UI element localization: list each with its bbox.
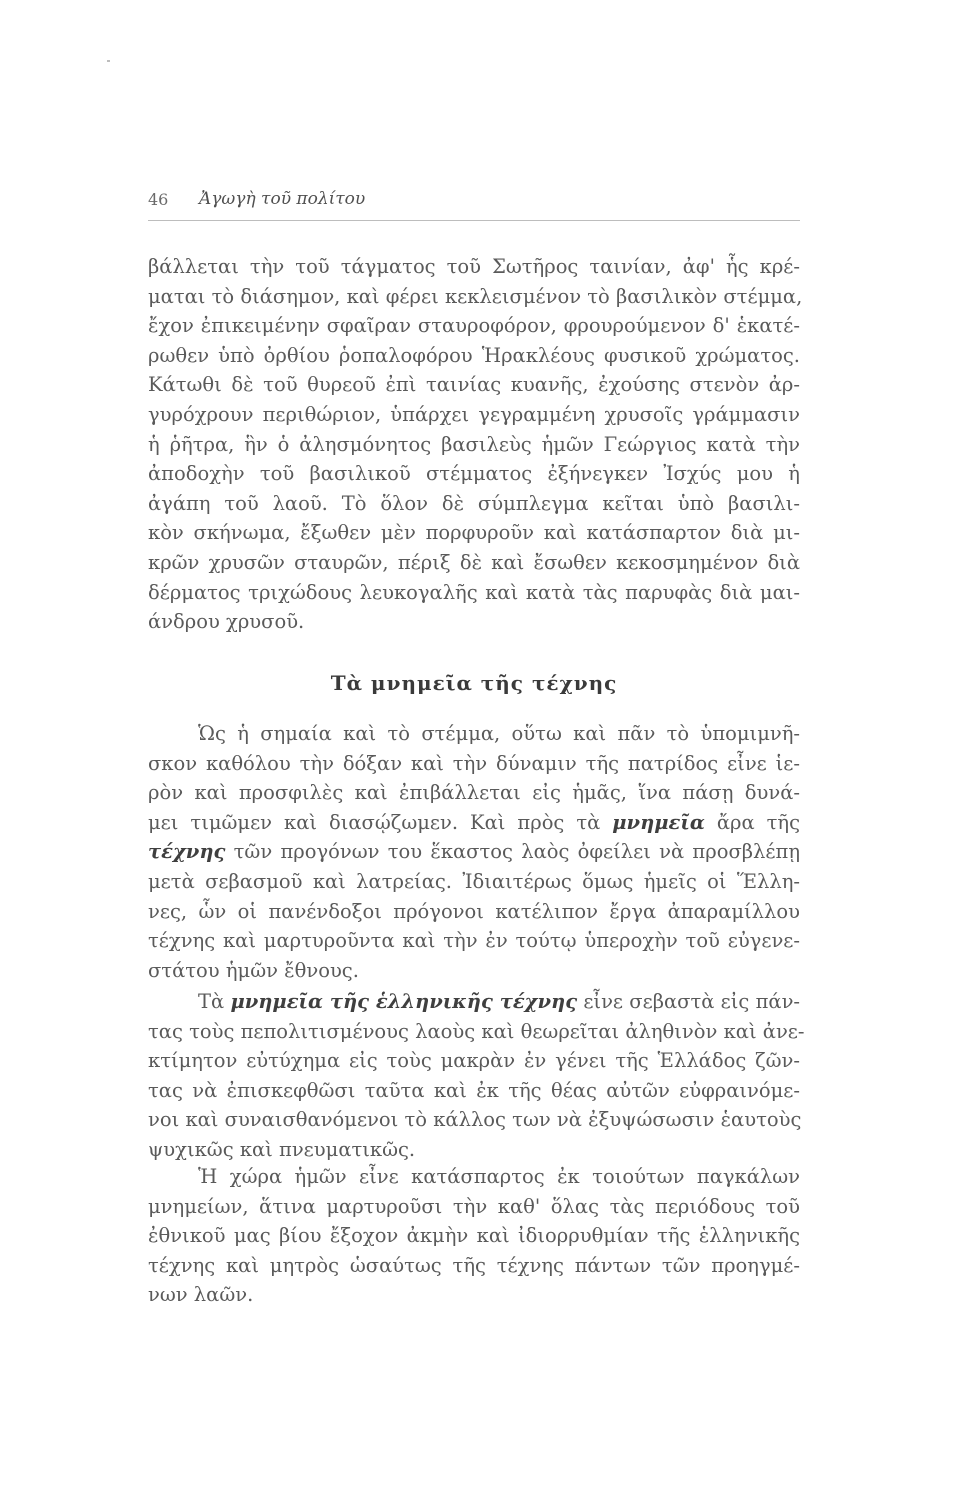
text-segment: εἶνε σεβαστὰ εἰς πάν- [577, 990, 801, 1013]
text-line: κὸν σκήνωμα, ἔξωθεν μὲν πορφυροῦν καὶ κατάσπαρτον διὰ μι- [148, 521, 800, 545]
text-line: δέρματος τριχώδους λευκογαλῆς καὶ κατὰ τὰς παρυφὰς διὰ μαι- [148, 580, 800, 604]
text-line: ἔχον ἐπικειμένην σφαῖραν σταυροφόρον, φρουρούμενον δ' ἑκατέ- [148, 314, 800, 338]
paragraph-country-monuments [148, 1162, 800, 1310]
text-line: τας τοὺς πεπολιτισμένους λαοὺς καὶ θεωρεῖται ἀληθινὸν καὶ ἀνε- [148, 1019, 805, 1043]
text-line: τέχνης καὶ μαρτυροῦντα καὶ τὴν ἐν τούτῳ ὑπεροχὴν τοῦ εὐγενε- [148, 929, 800, 953]
stray-ink-mark [107, 60, 110, 62]
text-line: κτίμητον εὐτύχημα εἰς τοὺς μακρὰν ἐν γένει τῆς Ἑλλάδος ζῶν- [148, 1049, 800, 1073]
page-number: 46 [148, 190, 169, 209]
text-line: άνδρου χρυσοῦ. [148, 610, 305, 634]
paragraph-crown-description [148, 252, 803, 637]
emphasis-text: τέχνης [148, 840, 226, 864]
text-line: νοι καὶ συναισθανόμενοι τὸ κάλλος των νὰ ἐξυψώσωσιν ἑαυτοὺς [148, 1108, 802, 1132]
text-line: κρῶν χρυσῶν σταυρῶν, πέριξ δὲ καὶ ἔσωθεν κεκοσμημένον διὰ [148, 550, 800, 574]
text-line: Ὡς ἡ σημαία καὶ τὸ στέμμα, οὕτω καὶ πᾶν τὸ ὑπομιμνῆ- [198, 722, 800, 745]
text-line: στάτου ἡμῶν ἔθνους. [148, 958, 359, 982]
emphasis-text: μνημεῖα τῆς ἑλληνικῆς τέχνης [230, 990, 578, 1013]
text-line: μαται τὸ διάσημον, καὶ φέρει κεκλεισμένον τὸ βασιλικὸν στέμμα, [148, 284, 803, 308]
text-line: ἀποδοχὴν τοῦ βασιλικοῦ στέμματος ἐξήνεγκεν Ἰσχύς μου ἡ [148, 462, 800, 486]
text-line: ψυχικῶς καὶ πνευματικῶς. [148, 1137, 416, 1161]
text-line: βάλλεται τὴν τοῦ τάγματος τοῦ Σωτῆρος ταινίαν, ἀφ' ἧς κρέ- [148, 255, 800, 278]
text-line: ἡ ῥῆτρα, ἣν ὁ ἀλησμόνητος βασιλεὺς ἡμῶν Γεώργιος κατὰ τὴν [148, 432, 800, 456]
text-line: γυρόχρουν περιθώριον, ὑπάρχει γεγραμμένη χρυσοῖς γράμμασιν [148, 402, 800, 426]
text-line: τέχνης καὶ μητρὸς ὡσαύτως τῆς τέχνης πάντων τῶν προηγμέ- [148, 1253, 800, 1277]
text-line: ρωθεν ὑπὸ ὀρθίου ῥοπαλοφόρου Ἡρακλέους φυσικοῦ χρώματος. [148, 343, 800, 367]
running-header [148, 190, 800, 221]
text-line: Κάτωθι δὲ τοῦ θυρεοῦ ἐπὶ ταινίας κυανῆς, ἐχούσης στενὸν ἀρ- [148, 373, 800, 397]
paragraph-greek-art [148, 987, 805, 1165]
text-line: νες, ὧν οἱ πανένδοξοι πρόγονοι κατέλιπον ἔργα ἀπαραμίλλου [148, 899, 800, 923]
text-line: Ἡ χώρα ἡμῶν εἶνε κατάσπαρτος ἐκ τοιούτων παγκάλων [198, 1165, 800, 1188]
text-segment: Τὰ [198, 990, 231, 1013]
text-line: μνημείων, ἅτινα μαρτυροῦσι τὴν καθ' ὅλας τὰς περιόδους τοῦ [148, 1194, 800, 1218]
text-line: ἀγάπη τοῦ λαοῦ. Τὸ ὅλον δὲ σύμπλεγμα κεῖται ὑπὸ βασιλι- [148, 491, 800, 515]
emphasis-text: μνημεῖα [612, 810, 705, 834]
running-title: Ἀγωγὴ τοῦ πολίτου [199, 189, 366, 209]
text-segment: μει τιμῶμεν καὶ διασῴζωμεν. Καὶ πρὸς τὰ [148, 810, 613, 834]
text-segment: τῶν προγόνων του ἕκαστος λαὸς ὀφείλει νὰ προσβλέπῃ [225, 840, 800, 864]
paragraph-monuments-respect [148, 719, 800, 985]
text-line: σκον καθόλου τὴν δόξαν καὶ τὴν δύναμιν τῆς πατρίδος εἶνε ἱε- [148, 751, 800, 775]
text-line [148, 808, 800, 838]
section-heading: Τὰ μνημεῖα τῆς τέχνης [330, 671, 618, 695]
text-line: τας νὰ ἐπισκεφθῶσι ταῦτα καὶ ἐκ τῆς θέας αὐτῶν εὐφραινόμε- [148, 1078, 800, 1102]
text-line: ἐθνικοῦ μας βίου ἔξοχον ἀκμὴν καὶ ἰδιορρυθμίαν τῆς ἑλληνικῆς [148, 1224, 800, 1248]
text-line [148, 837, 800, 867]
text-line: ρὸν καὶ προσφιλὲς καὶ ἐπιβάλλεται εἰς ἡμᾶς, ἵνα πάσῃ δυνά- [148, 781, 800, 805]
text-line [148, 987, 800, 1017]
text-line: μετὰ σεβασμοῦ καὶ λατρείας. Ἰδιαιτέρως ὅμως ἡμεῖς οἱ Ἕλλη- [148, 869, 800, 893]
text-segment: ἄρα τῆς [704, 810, 800, 834]
text-line: νων λαῶν. [148, 1283, 254, 1307]
